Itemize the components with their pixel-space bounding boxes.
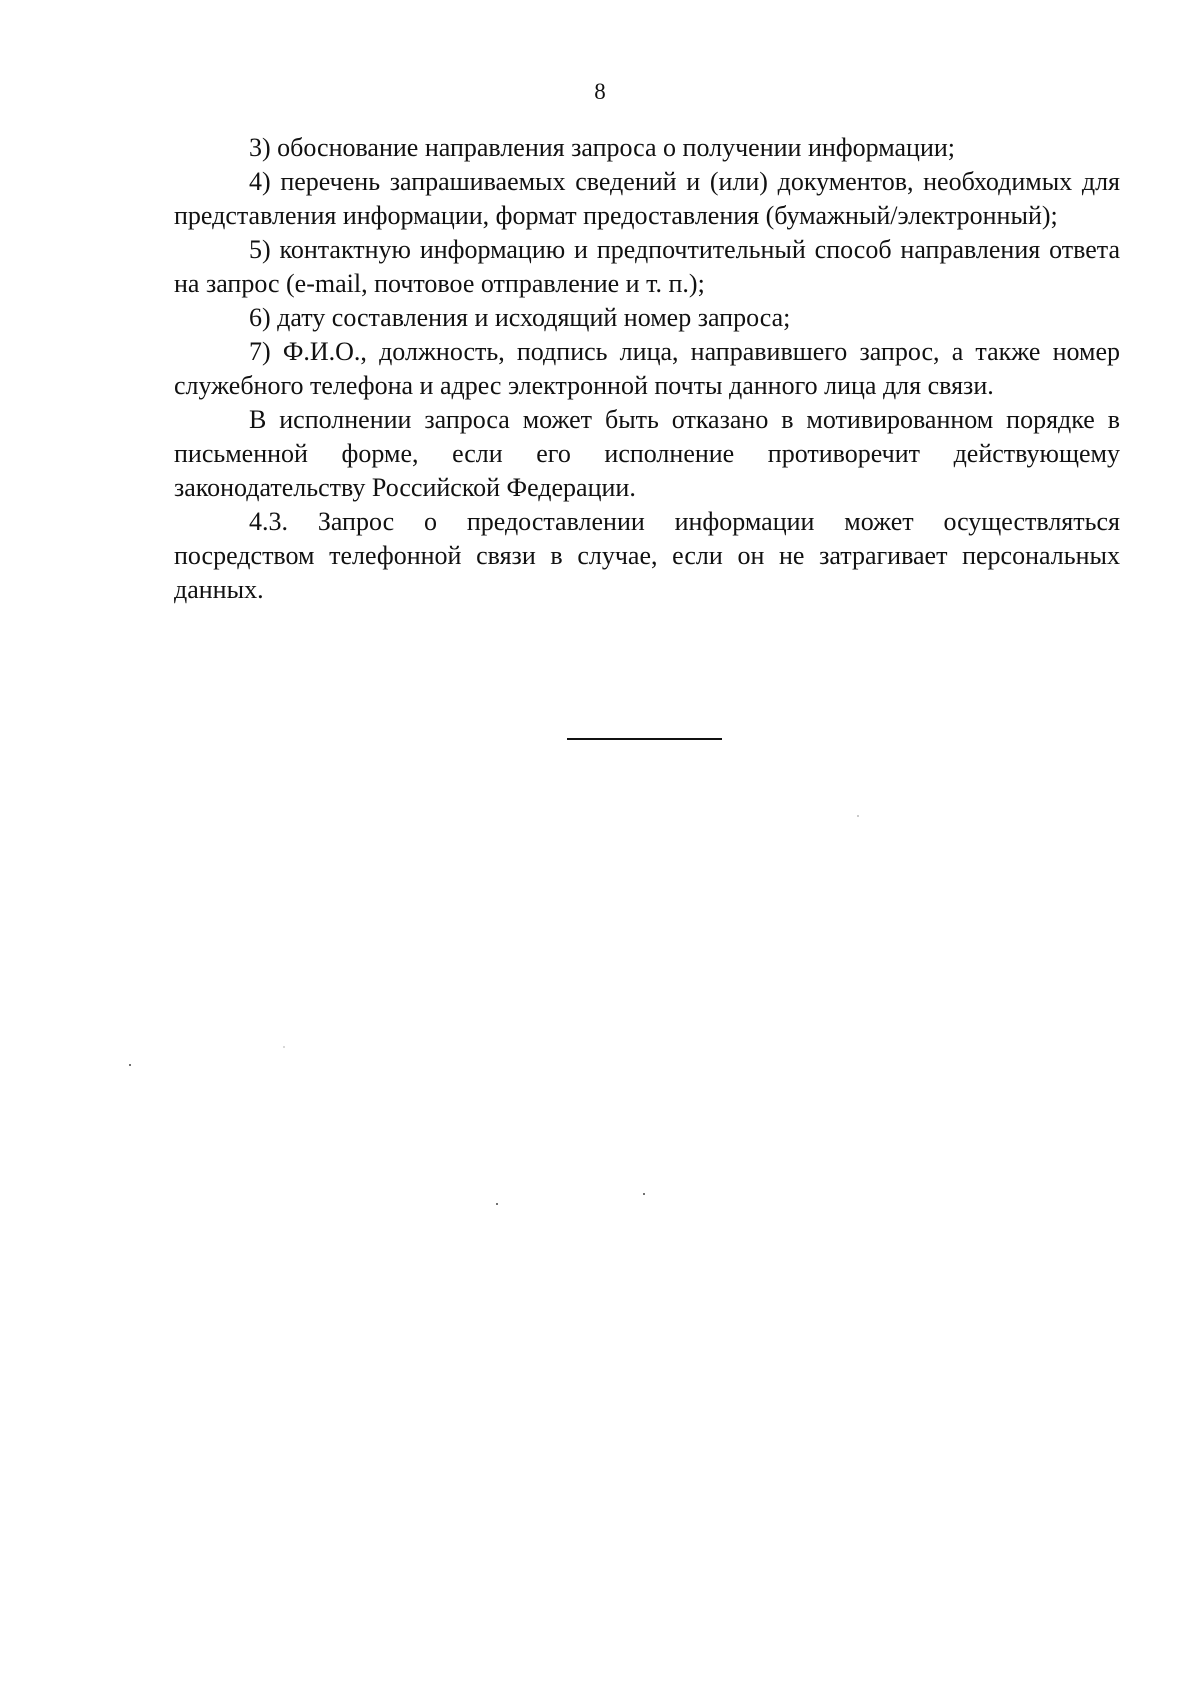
scan-speck <box>643 1193 645 1195</box>
paragraph-4-3: 4.3. Запрос о предоставлении информации может осуществляться посредством телефонной связи в случае, если он не затрагивает персональных данных. <box>174 507 1120 604</box>
paragraph-refusal: В исполнении запроса может быть отказано в мотивированном порядке в письменной форме, если его исполнение противоречит действующему законодательству Российской Федерации. <box>174 405 1120 502</box>
paragraph-item-5: 5) контактную информацию и предпочтительный способ направления ответа на запрос (e-mail, почтовое отправление и т. п.); <box>174 235 1120 298</box>
paragraph-item-6: 6) дату составления и исходящий номер запроса; <box>249 303 791 332</box>
scan-speck <box>496 1203 498 1205</box>
paragraph-item-3: 3) обоснование направления запроса о получении информации; <box>249 133 956 162</box>
scan-speck <box>283 1046 285 1048</box>
document-body <box>174 131 1120 607</box>
paragraph-item-4: 4) перечень запрашиваемых сведений и (или) документов, необходимых для представления информации, формат предоставления (бумажный/электронный); <box>174 167 1120 230</box>
page-number: 8 <box>594 79 606 104</box>
scan-speck <box>129 1064 131 1066</box>
paragraph-item-7: 7) Ф.И.О., должность, подпись лица, направившего запрос, а также номер служебного телефона и адрес электронной почты данного лица для связи. <box>174 337 1120 400</box>
scan-speck <box>857 815 859 817</box>
end-divider-line <box>567 738 722 740</box>
